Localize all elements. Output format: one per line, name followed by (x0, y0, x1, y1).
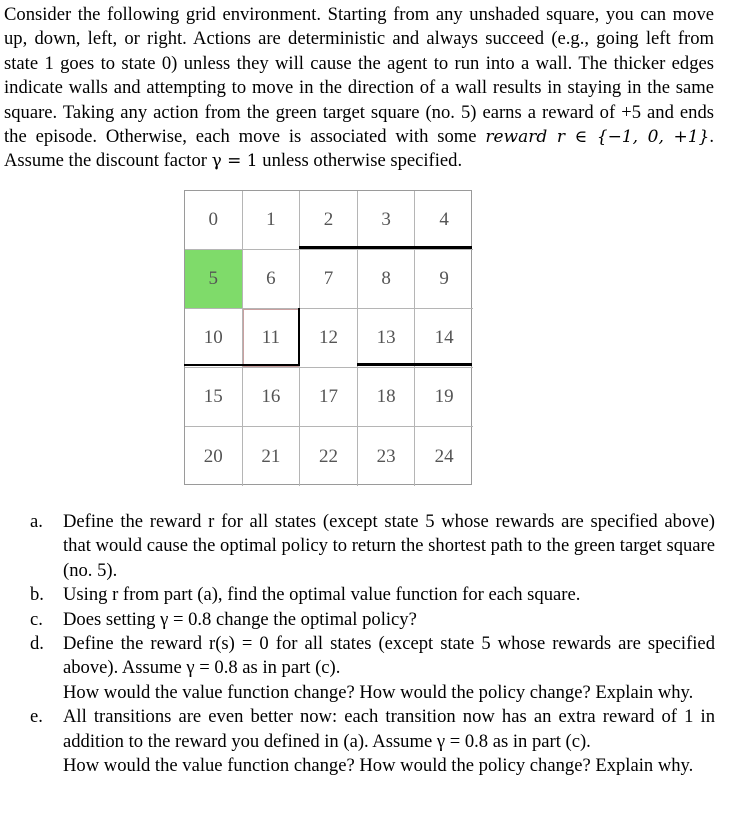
question-list (30, 510, 715, 778)
question-item (30, 583, 715, 607)
grid-cell-15: 15 (185, 368, 243, 427)
grid-cell-16: 16 (243, 368, 301, 427)
grid-cell-10: 10 (185, 309, 243, 368)
grid-cell-2: 2 (300, 191, 358, 250)
wall-below-row2-cols3-4 (357, 363, 472, 366)
question-line: Define the reward r for all states (except state 5 whose rewards are specified above) that would cause the optimal policy to return the shortest path to the green target square (no. 5). (63, 511, 715, 581)
grid-cell-24: 24 (434, 445, 454, 467)
question-line: All transitions are even better now: each transition now has an extra reward of 1 in addition to the reward you defined in (a). Assume γ = 0.8 as in part (c). (63, 706, 715, 752)
grid-cell-19: 19 (415, 368, 473, 427)
question-letter: b. (30, 584, 44, 606)
question-body (63, 583, 715, 607)
question-item (30, 510, 715, 583)
intro-text-2: . Assume the discount factor (4, 126, 714, 172)
grid-world (184, 190, 472, 485)
grid-cell-22: 22 (300, 427, 358, 486)
grid-cell-1: 1 (243, 191, 301, 250)
grid-cell-9: 9 (415, 250, 473, 309)
grid-cell-3: 3 (358, 191, 416, 250)
question-item (30, 608, 715, 632)
question-line: How would the value function change? How would the policy change? Explain why. (63, 681, 694, 703)
question-letter: d. (30, 633, 44, 655)
question-body (63, 632, 715, 705)
grid-cell-14: 14 (415, 309, 473, 368)
question-letter: c. (30, 608, 43, 630)
grid-cell-13: 13 (358, 309, 416, 368)
question-body (63, 608, 715, 632)
reward-set-math: reward r ∈ {−1, 0, +1} (485, 127, 710, 148)
grid-cell-4: 4 (415, 191, 473, 250)
grid-cell-0: 0 (185, 191, 243, 250)
grid-cell-18: 18 (358, 368, 416, 427)
grid-cell-7: 7 (300, 250, 358, 309)
grid-cell-11: 11 (243, 309, 301, 368)
question-line: Using r from part (a), find the optimal value function for each square. (63, 584, 581, 606)
grid-cell-23: 23 (358, 427, 416, 486)
grid-cell-17: 17 (300, 368, 358, 427)
intro-text-3: unless otherwise specified. (257, 150, 463, 172)
problem-intro (4, 3, 714, 174)
question-line: Does setting γ = 0.8 change the optimal policy? (63, 608, 417, 630)
question-body (63, 510, 715, 583)
wall-below-row0-cols2-4 (299, 246, 472, 249)
wall-below-row2-cols0-1 (184, 364, 300, 366)
question-item (30, 705, 715, 778)
grid-cell-12: 12 (300, 309, 358, 368)
grid-cell-20: 20 (185, 427, 243, 486)
grid-cell-21: 21 (243, 427, 301, 486)
intro-text: Consider the following grid environment. Starting from any unshaded square, you can move up, down, left, or right. Actions are deterministic and always succeed (e.g., going left from state 1 goes to state 0) unless they will cause the agent to run into a wall. The thicker edges indicate walls and attempting to move in the direction of a wall results in staying in the same square. Taking any action from the green target square (no. 5) earns a reward of +5 and ends the episode. Otherwise, each move is associated with some (4, 4, 714, 148)
discount-math: γ = 1 (211, 151, 258, 172)
grid-cell-6: 6 (243, 250, 301, 309)
grid-cell-5: 5 (185, 250, 243, 309)
question-letter: a. (30, 511, 43, 532)
grid-cell-8: 8 (358, 250, 416, 309)
question-line: Define the reward r(s) = 0 for all states (except state 5 whose rewards are specified above). Assume γ = 0.8 as in part (c). (63, 633, 715, 679)
question-body (63, 705, 715, 778)
question-item (30, 632, 715, 705)
wall-right-of-cell11 (298, 308, 300, 365)
question-line: How would the value function change? How would the policy change? Explain why. (63, 755, 694, 777)
question-letter: e. (30, 706, 43, 728)
